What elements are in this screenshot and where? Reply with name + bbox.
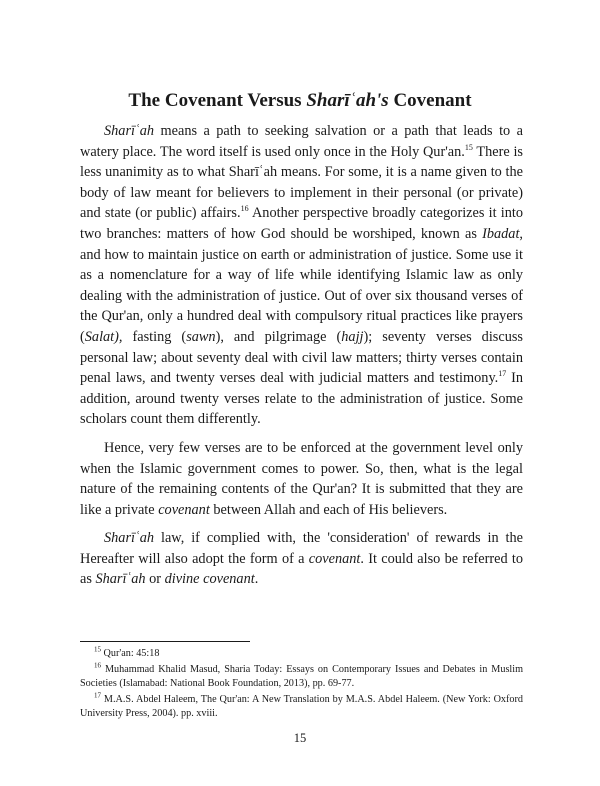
paragraph-text: between Allah and each of His believers. (209, 501, 448, 518)
term-covenant: covenant (158, 501, 210, 518)
term-salat: Salat), (84, 328, 123, 345)
term-ibadat: Ibadat (482, 225, 520, 242)
footnote-divider (80, 641, 250, 642)
section-heading (0, 90, 600, 112)
paragraph-text: Hence, very few verses are to be enforced at the government level only when the Islamic government comes to power. So, then, what is the legal nature of the remaining contents of the Qur'an? It is submitted that they are like a private (80, 439, 523, 518)
heading-text-end: Covenant (388, 90, 472, 111)
body-text (80, 121, 523, 598)
footnote-number: 17 (94, 691, 101, 700)
footnote-16 (80, 663, 523, 691)
paragraph-text: , and how to maintain justice on earth or administration of justice. Some use it as a nomenclature for a way of life while identifying Islamic law as only dealing with the administration of justice. Out of over six thousand verses of the Qur'an, only a hundred deal with compulsory ritual practices like prayers ( (80, 225, 523, 345)
footnote-ref-16: 16 (240, 204, 249, 214)
paragraph-text: . (254, 571, 259, 588)
paragraph-text: or (145, 571, 165, 588)
paragraph-text: law, if complied with, the 'consideration' of rewards in the Hereafter will also adopt the form of a (80, 530, 523, 567)
term-hajj: hajj (341, 328, 364, 345)
paragraph-sharia-definition (80, 121, 523, 430)
term-covenant: covenant (308, 550, 361, 567)
footnote-number: 15 (94, 645, 101, 654)
paragraph-text: Another perspective broadly categorizes it into two branches: matters of how God should be worshiped, known as (80, 205, 523, 242)
paragraph-text: . It could also be referred to as (80, 550, 524, 588)
heading-text-start: The Covenant Versus (128, 90, 307, 111)
footnote-15 (80, 647, 523, 661)
footnote-text: Qur'an: 45:18 (101, 648, 160, 659)
paragraph-text: fasting ( (122, 328, 187, 345)
paragraph-text: ), and pilgrimage ( (215, 328, 342, 345)
heading-text-italic: Sharīʿah's (306, 90, 389, 111)
term-sharia: Sharīʿah (95, 571, 146, 588)
footnote-number: 16 (94, 661, 101, 670)
footnote-text: Muhammad Khalid Masud, Sharia Today: Essays on Contemporary Issues and Debates in Muslim Societies (Islamabad: National Book Foundation, 2013), pp. 69-77. (80, 664, 523, 689)
term-divine-covenant: divine covenant (164, 571, 255, 588)
footnote-17 (80, 693, 523, 721)
paragraph-text: There is less unanimity as to what Sharīʿah means. For some, it is a name given to the body of law meant for believers to implement in their personal (or private) and state (or public) affairs. (80, 143, 524, 222)
term-sharia: Sharīʿah (104, 530, 155, 547)
paragraph-government-level (80, 438, 523, 520)
footnotes (80, 647, 523, 723)
footnote-ref-15: 15 (464, 142, 473, 152)
footnote-text: M.A.S. Abdel Haleem, The Qur'an: A New Translation by M.A.S. Abdel Haleem. (New York: Oxford University Press, 2004). pp. xviii. (80, 694, 523, 719)
paragraph-text: means a path to seeking salvation or a path that leads to a watery place. The word itself is used only once in the Holy Qur'an. (80, 123, 523, 160)
paragraph-sharia-law (80, 528, 523, 590)
term-sharia: Sharīʿah (104, 123, 155, 139)
paragraph-text: In addition, around twenty verses relate to the administration of justice. Some scholars count them differently. (80, 370, 523, 428)
footnote-ref-17: 17 (498, 369, 507, 379)
term-sawn: sawn (186, 328, 216, 345)
page-number: 15 (293, 731, 307, 745)
paragraph-text: ); seventy verses discuss personal law; about seventy deal with civil law matters; thirty verses contain penal laws, and twenty verses deal with judicial matters and testimony. (80, 328, 523, 387)
